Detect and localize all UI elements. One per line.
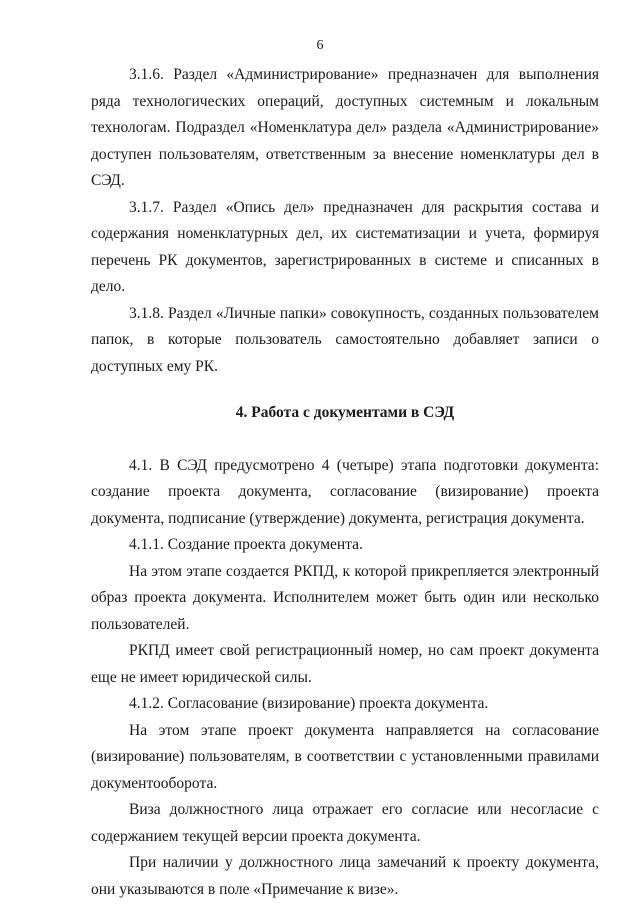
section-heading: 4. Работа с документами в СЭД bbox=[235, 404, 455, 421]
paragraph-visa-meaning: Виза должностного лица отражает его согласие или несогласие с содержанием текущей версии проекта документа. bbox=[91, 801, 599, 845]
paragraph-visa-remarks: При наличии у должностного лица замечаний к проекту документа, они указываются в поле «Примечание к визе». bbox=[91, 854, 599, 898]
paragraph-3-1-8: 3.1.8. Раздел «Личные папки» совокупность, созданных пользователем папок, в которые пользователь самостоятельно добавляет записи о доступных ему РК. bbox=[91, 304, 599, 375]
paragraph-4-1: 4.1. В СЭД предусмотрено 4 (четыре) этапа подготовки документа: создание проекта документа, согласование (визирование) проекта документа, подписание (утверждение) документа, регистрация документа. bbox=[91, 456, 599, 527]
paragraph-4-1-2: 4.1.2. Согласование (визирование) проекта документа. bbox=[129, 695, 489, 712]
page-number: 6 bbox=[316, 38, 324, 53]
paragraph-3-1-6: 3.1.6. Раздел «Администрирование» предназначен для выполнения ряда технологических операций, доступных системным и локальным технологам. Подраздел «Номенклатура дел» раздела «Администрирование» доступен пользователям, ответственным за внесение номенклатуры дел в СЭД. bbox=[91, 66, 599, 189]
paragraph-rkpd-number: РКПД имеет свой регистрационный номер, но сам проект документа еще не имеет юридической силы. bbox=[91, 642, 599, 686]
document-body bbox=[91, 62, 599, 903]
paragraph-4-1-1: 4.1.1. Создание проекта документа. bbox=[129, 536, 363, 553]
paragraph-creation-stage: На этом этапе создается РКПД, к которой прикрепляется электронный образ проекта документа. Исполнителем может быть один или несколько пользователей. bbox=[91, 562, 599, 633]
paragraph-3-1-7: 3.1.7. Раздел «Опись дел» предназначен для раскрытия состава и содержания номенклатурных дел, их систематизации и учета, формируя перечень РК документов, зарегистрированных в системе и списанных в дело. bbox=[91, 198, 599, 295]
paragraph-approval-stage: На этом этапе проект документа направляется на согласование (визирование) пользователям, в соответствии с установленными правилами документооборота. bbox=[91, 721, 599, 792]
